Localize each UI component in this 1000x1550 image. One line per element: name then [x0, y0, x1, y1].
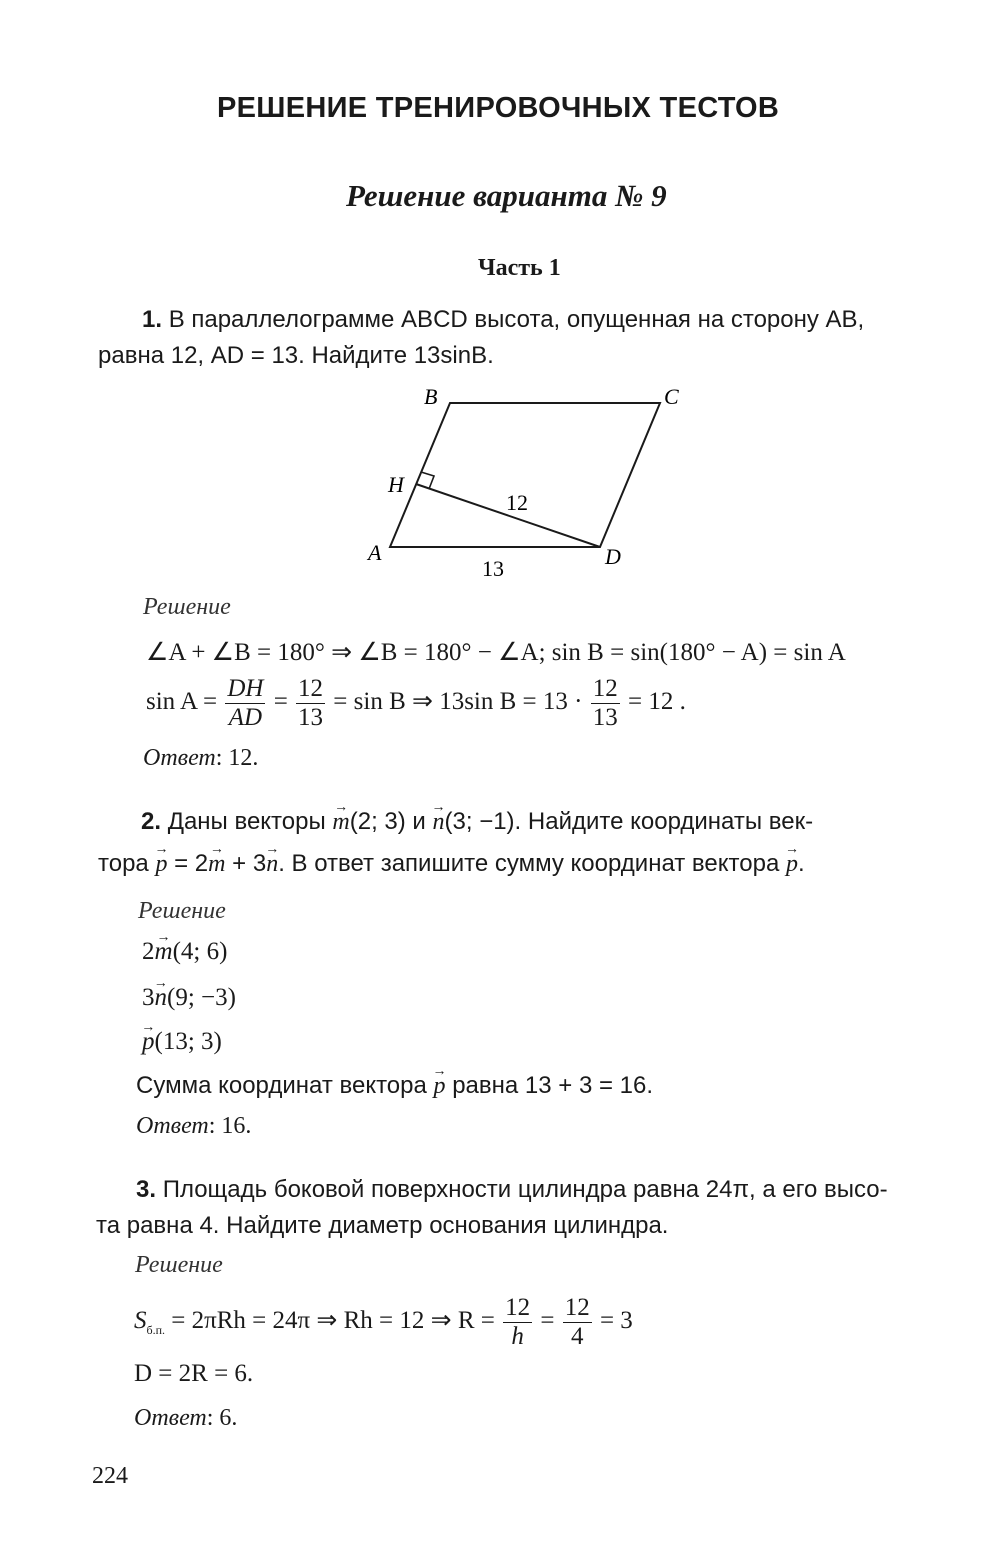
answer-label: Ответ [143, 745, 216, 771]
answer-value: : 12. [215, 745, 259, 771]
task2-eq-3: + 3 [232, 850, 267, 877]
equals-sign: = [273, 688, 288, 716]
task2-answer [136, 1110, 251, 1142]
task3-solution-line [134, 1294, 633, 1351]
task2-number: 2. [141, 808, 162, 835]
task2-text-b: (2; 3) и [349, 808, 426, 835]
fraction-denominator: h [511, 1323, 524, 1350]
variant-title: Решение варианта № 9 [346, 178, 667, 213]
fraction-numerator: 12 [592, 675, 618, 702]
vertex-d: D [605, 544, 621, 569]
task2-sol-line3 [142, 1026, 222, 1058]
fraction-denominator: AD [228, 704, 263, 731]
sin-a-label: sin A = [146, 688, 218, 716]
task3-text-line1: Площадь боковой поверхности цилиндра равна 24π, а его высо- [162, 1176, 888, 1203]
task1-solution-line2 [146, 675, 686, 732]
task3-diameter-line: D = 2R = 6. [134, 1360, 254, 1387]
vector-n: → n [433, 806, 445, 838]
result-12: = 12 . [627, 688, 686, 716]
task3-statement-line1 [136, 1174, 888, 1206]
part-title: Часть 1 [478, 255, 561, 281]
vector-m: → m [332, 806, 349, 838]
task2-eq-2: = 2 [174, 850, 209, 877]
vector-p: → p [155, 848, 167, 880]
vector-p-3: → p [142, 1026, 155, 1058]
fraction-numerator: DH [227, 675, 264, 702]
vector-p-4: → p [434, 1070, 446, 1102]
answer-label: Ответ [134, 1405, 207, 1431]
task1-answer [143, 742, 258, 774]
result-3: = 3 [599, 1307, 633, 1335]
coords-4-6: (4; 6) [172, 938, 228, 965]
vector-m-2: → m [208, 848, 225, 880]
coef-3: 3 [142, 984, 155, 1011]
fraction-denominator: 13 [592, 704, 618, 731]
task2-text-a: Даны векторы [167, 808, 326, 835]
main-title: РЕШЕНИЕ ТРЕНИРОВОЧНЫХ ТЕСТОВ [217, 92, 780, 124]
task2-solution-label: Решение [138, 898, 226, 924]
task3-solution-label: Решение [135, 1252, 223, 1278]
vertex-h: H [388, 472, 404, 497]
task3-statement-line2: та равна 4. Найдите диаметр основания цилиндра. [96, 1212, 669, 1239]
vertex-b: B [424, 384, 438, 409]
task1-solution-line1: ∠A + ∠B = 180° ⇒ ∠B = 180° − ∠A; sin B = sin(180° − A) = sin A [146, 639, 846, 666]
fraction-12-13-second [591, 675, 620, 732]
task2-statement-line2 [98, 848, 805, 880]
task2-sol-line2 [142, 982, 236, 1014]
task2-text-e: . В ответ запишите сумму координат вектора [278, 850, 780, 877]
task1-text-line1: В параллелограмме ABCD высота, опущенная на сторону AB, [168, 306, 865, 333]
coords-13-3: (13; 3) [154, 1028, 222, 1055]
coords-9-minus3: (9; −3) [167, 984, 236, 1011]
sum-text-a: Сумма координат вектора [136, 1072, 427, 1099]
vector-n-3: → n [155, 982, 168, 1014]
fraction-numerator: 12 [564, 1294, 590, 1321]
base-label: 13 [482, 556, 504, 581]
fraction-denominator: 13 [298, 704, 324, 731]
answer-value: : 6. [206, 1405, 238, 1431]
area-chain: = 2πRh = 24π ⇒ Rh = 12 ⇒ R = [171, 1307, 495, 1335]
vector-p-2: → p [786, 848, 798, 880]
equals-sign: = [540, 1307, 555, 1335]
task1-solution-label: Решение [143, 594, 231, 620]
sum-text-b: равна 13 + 3 = 16. [452, 1072, 654, 1099]
task2-statement-line1 [141, 806, 813, 838]
task1-statement-line2: равна 12, AD = 13. Найдите 13sinB. [98, 342, 494, 369]
vector-m-3: → m [155, 936, 173, 968]
answer-value: : 16. [208, 1113, 252, 1139]
parallelogram-figure [360, 380, 700, 590]
task3-answer [134, 1402, 237, 1434]
fraction-denominator: 4 [570, 1323, 584, 1350]
task2-text-d: тора [98, 850, 149, 877]
task2-sum-line [136, 1070, 653, 1102]
area-subscript: б.п. [146, 1323, 166, 1338]
task1-statement-line1 [142, 304, 864, 336]
answer-label: Ответ [136, 1113, 209, 1139]
page-number: 224 [92, 1463, 128, 1489]
fraction-12-4 [563, 1294, 592, 1351]
height-label: 12 [506, 490, 528, 515]
fraction-numerator: 12 [505, 1294, 531, 1321]
task2-text-c: (3; −1). Найдите координаты век- [444, 808, 814, 835]
sin-b-chain: = sin B ⇒ 13sin B = 13 · [333, 688, 583, 716]
area-symbol: S [134, 1307, 147, 1335]
task3-number: 3. [136, 1176, 157, 1203]
fraction-12-h [503, 1294, 532, 1351]
coef-2: 2 [142, 938, 155, 965]
task1-number: 1. [142, 306, 163, 333]
vertex-c: C [664, 384, 679, 409]
fraction-12-13 [296, 675, 325, 732]
fraction-dh-ad [225, 675, 265, 732]
vector-n-2: → n [266, 848, 278, 880]
task2-text-f: . [797, 850, 805, 877]
vertex-a: A [368, 540, 382, 565]
task2-sol-line1 [142, 936, 227, 968]
fraction-numerator: 12 [298, 675, 324, 702]
